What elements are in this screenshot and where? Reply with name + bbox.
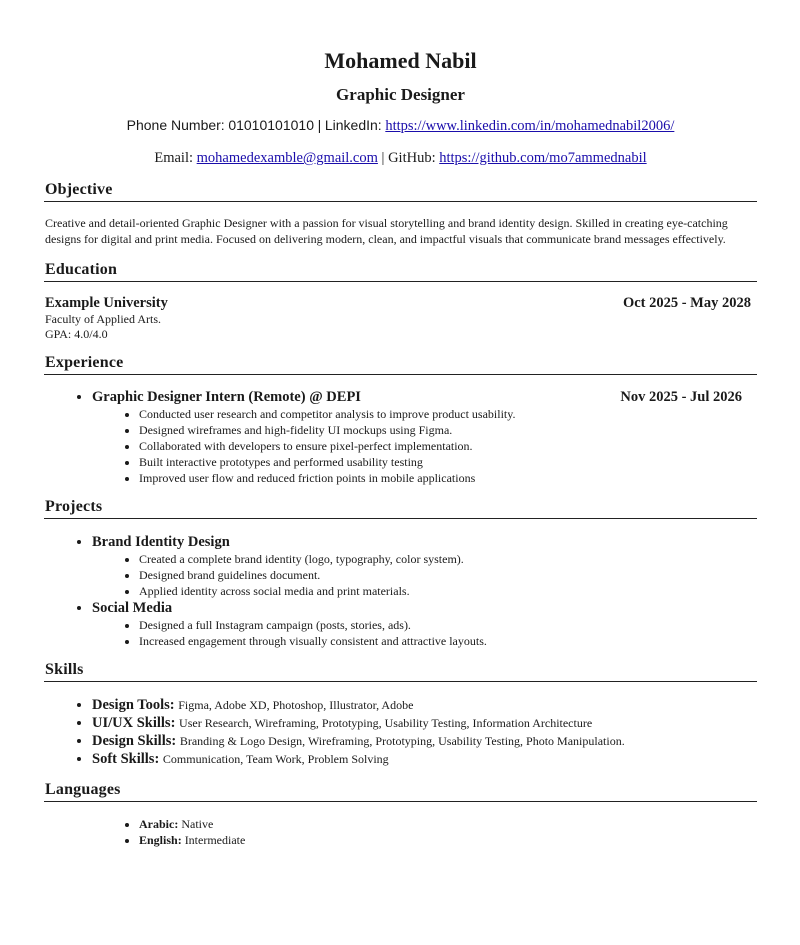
phone-label: Phone Number: [126,117,225,133]
phone-number: 01010101010 [228,117,314,133]
language-item [139,816,757,832]
project-bullets [92,617,757,649]
list-item: • Created a complete brand identity (logo, typography, color system). [139,551,757,567]
list-item: • Improved user flow and reduced friction points in mobile applications [139,470,757,486]
list-item: • Increased engagement through visually consistent and attractive layouts. [139,633,757,649]
skill-label: UI/UX Skills: [92,715,176,731]
project-title: Brand Identity Design [92,534,230,550]
skill-label: Design Skills: [92,733,177,749]
github-label: GitHub: [388,150,436,166]
language-label: English: [139,833,182,847]
projects-heading: Projects [44,497,757,519]
list-item: • Applied identity across social media and print materials. [139,583,757,599]
list-item: • Designed a full Instagram campaign (posts, stories, ads). [139,617,757,633]
list-item: • Conducted user research and competitor analysis to improve product usability. [139,406,757,422]
resume-page [44,40,757,848]
language-item [139,832,757,848]
email-link[interactable]: mohamedexamble@gmail.com [196,150,378,166]
github-link[interactable]: https://github.com/mo7ammednabil [439,150,647,166]
contact-line-2 [44,149,757,167]
linkedin-link[interactable]: https://www.linkedin.com/in/mohamednabil2006/ [385,118,675,134]
project-bullets [92,551,757,599]
skill-item [92,714,757,732]
separator: | [317,117,322,133]
skill-value: Branding & Logo Design, Wireframing, Prototyping, Usability Testing, Photo Manipulation. [179,734,625,748]
skill-value: User Research, Wireframing, Prototyping, Usability Testing, Information Architecture [179,716,593,730]
list-item: • Collaborated with developers to ensure pixel-perfect implementation. [139,438,757,454]
skill-item [92,696,757,714]
list-item: • Designed brand guidelines document. [139,567,757,583]
project-title: Social Media [92,600,173,616]
language-label: Arabic: [139,817,179,831]
email-label: Email: [154,150,194,166]
experience-list [44,388,757,486]
separator: | [381,150,385,166]
linkedin-label: LinkedIn: [324,117,382,133]
skill-item [92,750,757,768]
skill-label: Soft Skills: [92,751,160,767]
objective-heading: Objective [44,180,757,202]
languages-heading: Languages [44,780,757,802]
skill-value: Figma, Adobe XD, Photoshop, Illustrator, Adobe [178,698,414,712]
gpa: GPA: 4.0/4.0 [45,327,108,341]
skill-value: Communication, Team Work, Problem Solving [162,752,389,766]
objective-text: Creative and detail-oriented Graphic Designer with a passion for visual storytelling and brand identity design. Skilled in creating eye-catching designs for digital and print media. Focused on delivering modern, clean, and impactful visuals that communicate brand messages effectively. [45,216,728,246]
skills-heading: Skills [44,660,757,682]
language-value: Intermediate [184,833,246,847]
contact-line-1 [44,116,757,135]
job-bullets [92,406,757,486]
languages-list [44,816,757,848]
education-heading: Education [44,260,757,282]
job-item [92,388,757,486]
job-title: Graphic Designer [336,85,465,104]
language-value: Native [181,817,214,831]
list-item: • Designed wireframes and high-fidelity UI mockups using Figma. [139,422,757,438]
list-item: • Built interactive prototypes and performed usability testing [139,454,757,470]
projects-list [44,533,757,649]
skills-list [44,696,757,768]
project-item [92,533,757,599]
education-dates: Oct 2025 - May 2028 [622,295,751,311]
school-name: Example University [45,295,168,311]
candidate-name: Mohamed Nabil [324,48,477,73]
job-dates: Nov 2025 - Jul 2026 [620,389,742,405]
faculty: Faculty of Applied Arts. [45,312,161,326]
experience-heading: Experience [44,353,757,375]
project-item [92,599,757,649]
job-title: • Graphic Designer Intern (Remote) @ DEPI [92,389,361,405]
skill-label: Design Tools: [92,697,175,713]
education-entry [45,295,757,342]
skill-item [92,732,757,750]
